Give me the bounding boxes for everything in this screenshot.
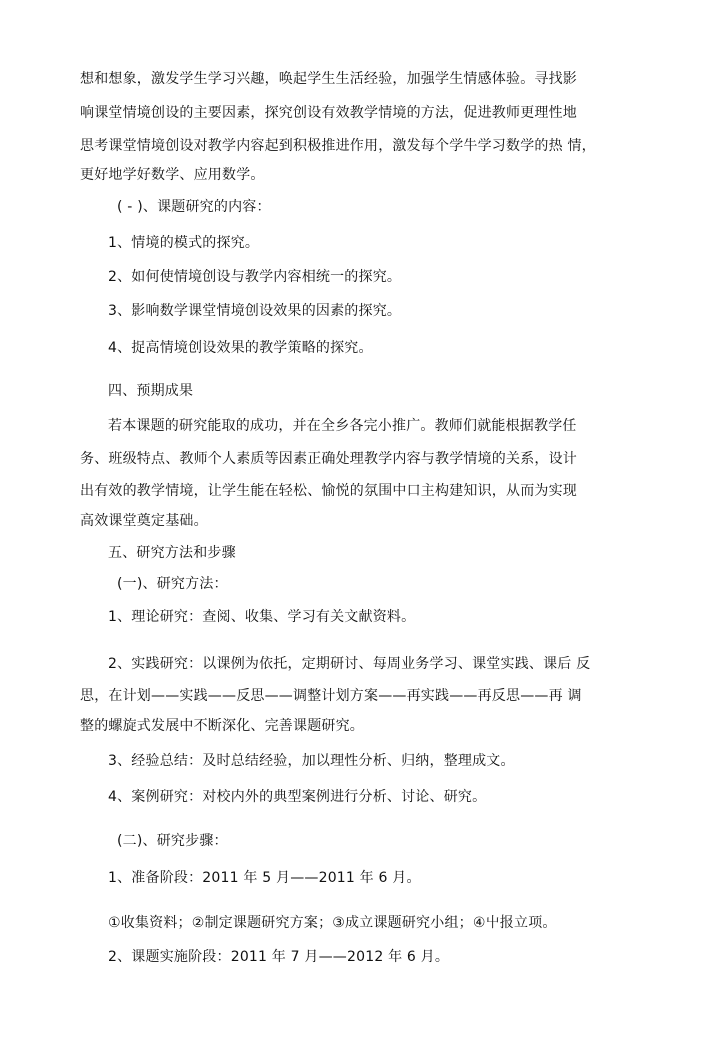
step-1: 1、准备阶段：2011 年 5 月——2011 年 6 月。 [108,870,421,886]
expected-line-4: 高效课堂奠定基础。 [80,513,208,529]
intro-line-3: 思考课堂情境创设对教学内容起到积极推进作用，激发每个学牛学习数学的热 情， [80,138,596,154]
content-item-2: 2、如何使情境创设与教学内容相统一的探究。 [108,269,402,285]
method-2-line-2: 思，在计划——实践——反思——调整计划方案——再实践——再反思——再 调 [80,688,582,704]
expected-line-2: 务、班级特点、教师个人素质等因素正确处理教学内容与教学情境的关系，设计 [80,451,577,467]
method-2-line-1: 2、实践研究：以课例为依托，定期研讨、每周业务学习、课堂实践、课后 反 [108,656,591,672]
step-1-detail: ①收集资料；②制定课题研究方案；③成立课题研究小组；④屮报立项。 [108,915,557,931]
method-3: 3、经验总结：及时总结经验，加以理性分析、归纳，整理成文。 [108,753,515,769]
expected-heading: 四、预期成果 [108,383,194,399]
content-item-1: 1、情境的模式的探究。 [108,235,260,251]
steps-heading: (二)、研究步骤： [117,833,228,849]
expected-line-3: 出有效的教学情境，让学生能在轻松、愉悦的氛围中口主构建知识，从而为实现 [80,483,577,499]
content-item-3: 3、影响数学课堂情境创设效果的因素的探究。 [108,303,402,319]
methods-subheading: (一)、研究方法： [117,576,228,592]
content-item-4: 4、捉高情境创设效果的教学策略的探究。 [108,340,373,356]
intro-line-2: 响课堂情境创设的主要因素，探究创设有效教学情境的方法，促进教师更理性地 [80,105,577,121]
method-4: 4、案例研究：对校内外的典型案例进行分析、讨论、研究。 [108,789,487,805]
method-2-line-3: 整的螺旋式发展中不断深化、完善课题研究。 [80,718,364,734]
intro-line-1: 想和想象，激发学生学习兴趣，唤起学生生活经验，加强学生情感体验。寻找影 [80,71,577,87]
method-1: 1、理论研究：查阅、收集、学习有关文献资料。 [108,609,416,625]
intro-line-4: 更好地学好数学、应用数学。 [80,167,265,183]
methods-heading: 五、研究方法和步骤 [108,545,236,561]
step-2: 2、课题实施阶段：2011 年 7 月——2012 年 6 月。 [108,949,450,965]
expected-line-1: 若本课题的研究能取的成功，并在全乡各完小推广。教师们就能根据教学任 [108,418,577,434]
content-heading: ( - )、课题研究的内容： [117,199,271,215]
